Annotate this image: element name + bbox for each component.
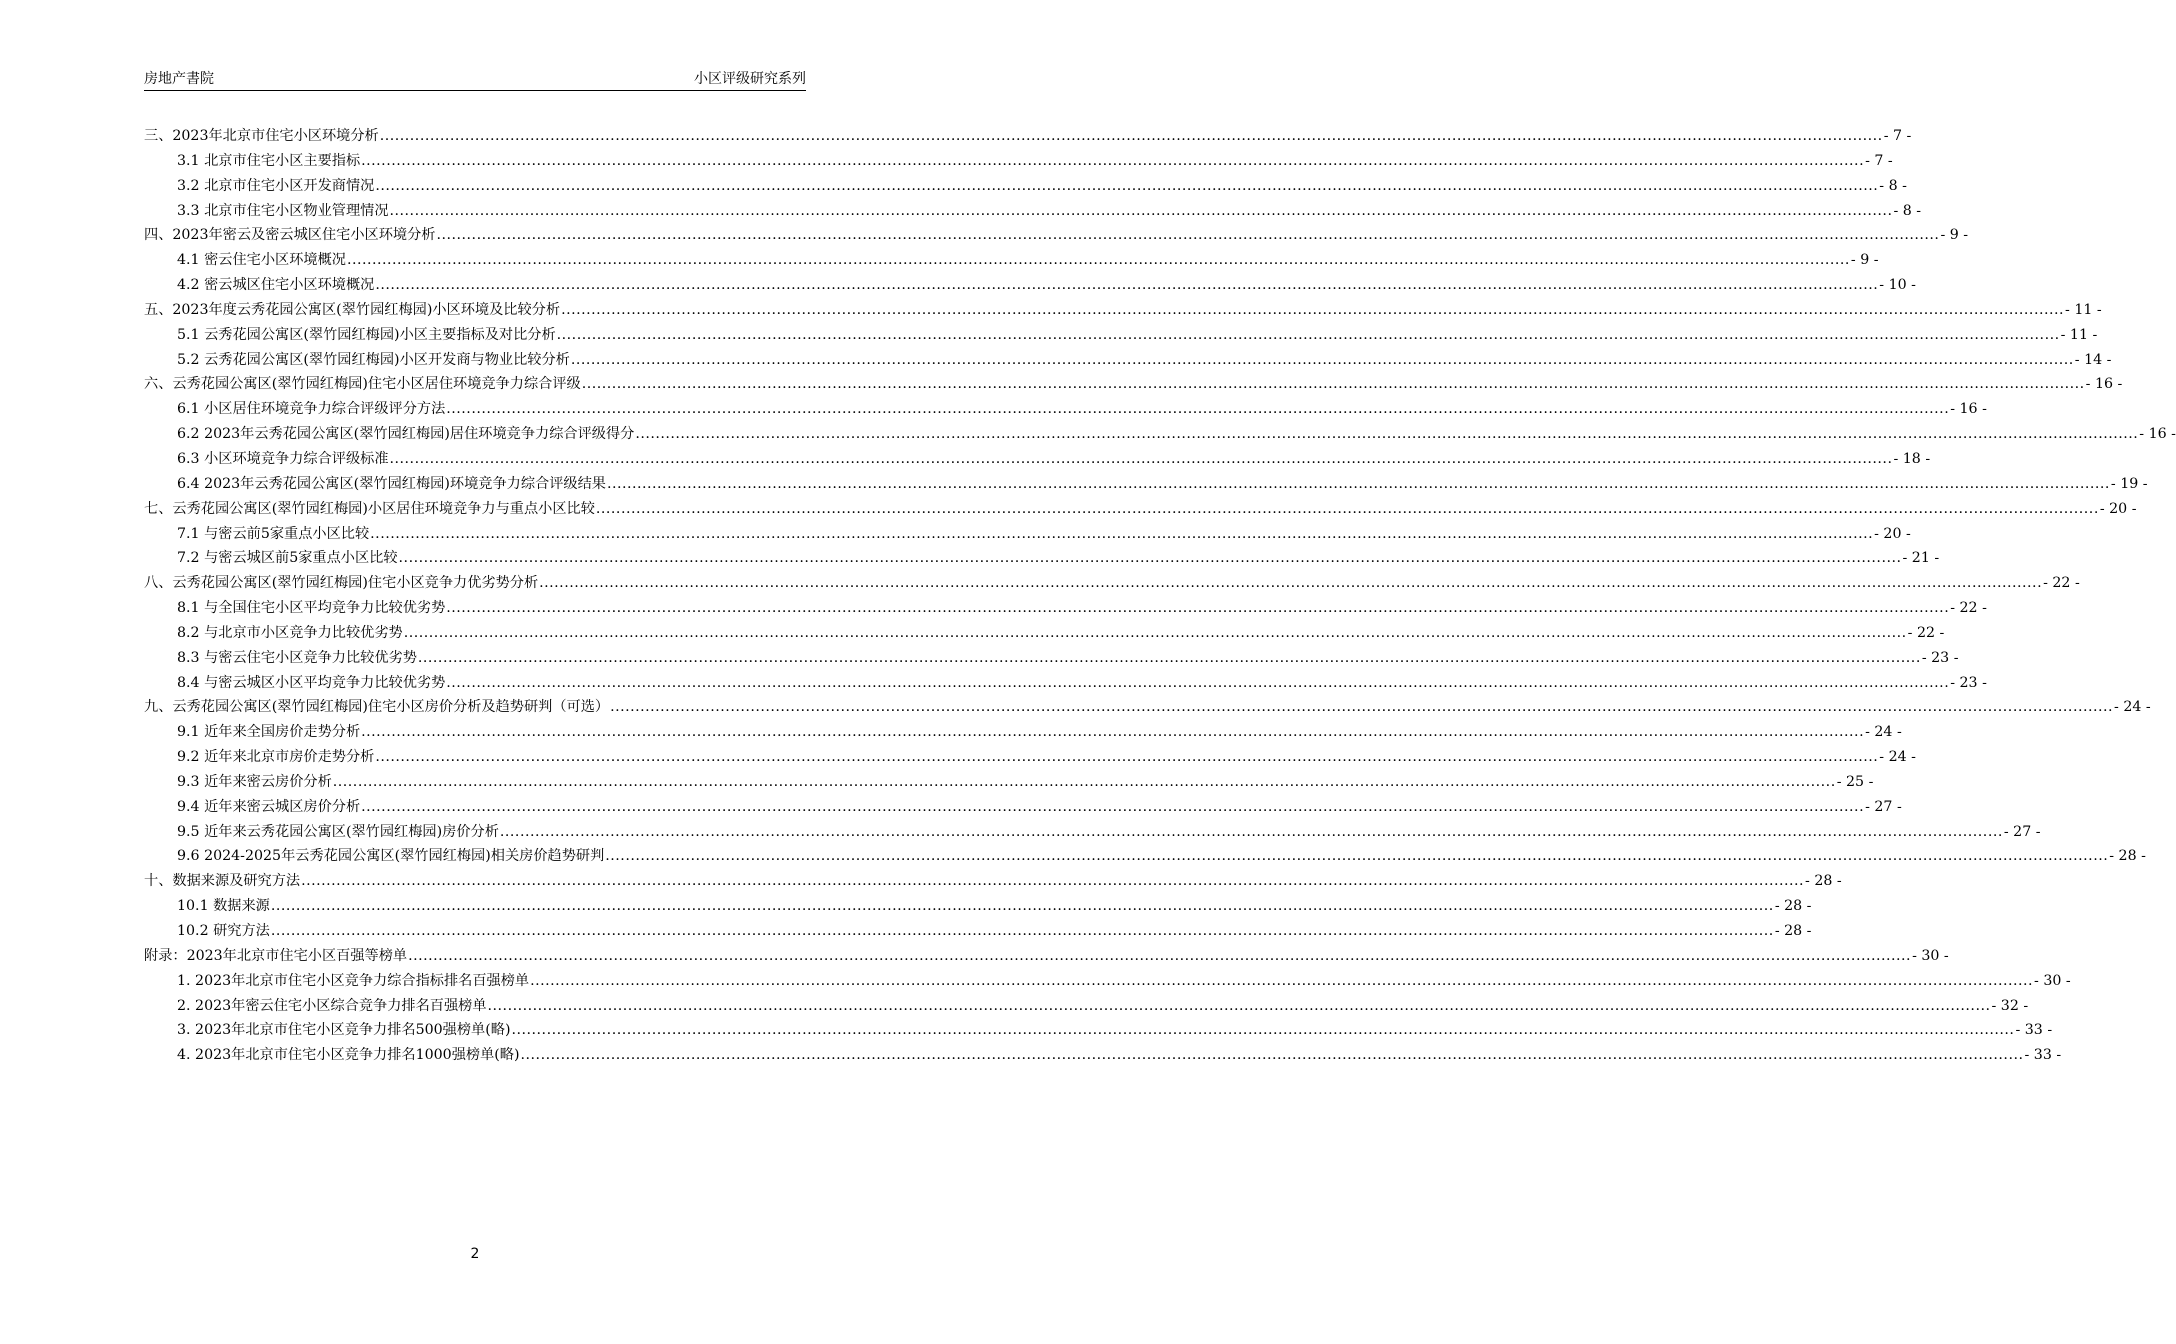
toc-entry-title: 3.3 北京市住宅小区物业管理情况	[177, 202, 389, 219]
toc-leader-dots: ............................................................................................................................................................................................................................................................................................................	[270, 898, 1774, 915]
toc-entry-title: 8.2 与北京市小区竞争力比较优劣势	[177, 624, 403, 641]
toc-leader-dots: ............................................................................................................................................................................................................................................................................................................	[446, 674, 1950, 691]
toc-subsection-entry[interactable]	[144, 596, 1987, 621]
toc-entry-page: - 8 -	[1893, 202, 1922, 219]
toc-entry-page: - 30 -	[1912, 947, 1949, 964]
toc-entry-title: 5.1 云秀花园公寓区(翠竹园红梅园)小区主要指标及对比分析	[177, 326, 556, 343]
toc-entry-title: 4. 2023年北京市住宅小区竞争力排名1000强榜单(略)	[177, 1047, 520, 1064]
toc-entry-page: - 23 -	[1950, 674, 1987, 691]
toc-entry-title: 6.2 2023年云秀花园公寓区(翠竹园红梅园)居住环境竞争力综合评级得分	[177, 426, 635, 443]
toc-subsection-entry[interactable]	[144, 795, 1902, 820]
toc-entry-page: - 19 -	[2110, 475, 2148, 492]
toc-entry-title: 9.6 2024-2025年云秀花园公寓区(翠竹园红梅园)相关房价趋势研判	[177, 848, 605, 865]
toc-leader-dots: ............................................................................................................................................................................................................................................................................................................	[511, 1022, 2015, 1039]
toc-subsection-entry[interactable]	[144, 894, 1812, 919]
toc-subsection-entry[interactable]	[144, 820, 2041, 845]
toc-entry-page: - 28 -	[1774, 923, 1812, 939]
toc-entry-title: 8.3 与密云住宅小区竞争力比较优劣势	[177, 649, 417, 666]
toc-entry-title: 5.2 云秀花园公寓区(翠竹园红梅园)小区开发商与物业比较分析	[177, 351, 570, 368]
toc-entry-page: - 28 -	[2109, 848, 2146, 865]
table-of-contents	[144, 124, 2176, 1068]
toc-entry-title: 六、云秀花园公寓区(翠竹园红梅园)住宅小区居住环境竞争力综合评级	[144, 376, 581, 393]
toc-leader-dots: ............................................................................................................................................................................................................................................................................................................	[375, 749, 1879, 766]
toc-leader-dots: ............................................................................................................................................................................................................................................................................................................	[606, 475, 2110, 492]
toc-subsection-entry[interactable]	[144, 174, 1907, 199]
toc-leader-dots: ............................................................................................................................................................................................................................................................................................................	[581, 376, 2085, 393]
toc-entry-page: - 16 -	[1950, 401, 1987, 418]
toc-leader-dots: ............................................................................................................................................................................................................................................................................................................	[539, 575, 2043, 592]
toc-leader-dots: ............................................................................................................................................................................................................................................................................................................	[361, 152, 1865, 169]
header-publisher: 房地产書院	[144, 71, 214, 87]
toc-subsection-entry[interactable]	[144, 447, 1931, 472]
toc-subsection-entry[interactable]	[144, 770, 1874, 795]
toc-entry-page: - 25 -	[1836, 773, 1874, 790]
toc-entry-title: 3.1 北京市住宅小区主要指标	[177, 152, 361, 169]
toc-entry-title: 4.1 密云住宅小区环境概况	[177, 252, 346, 269]
toc-entry-page: - 9 -	[1850, 252, 1879, 269]
toc-section-entry[interactable]	[144, 695, 2151, 720]
toc-subsection-entry[interactable]	[144, 745, 1916, 770]
toc-leader-dots: ............................................................................................................................................................................................................................................................................................................	[446, 401, 1950, 418]
toc-leader-dots: ............................................................................................................................................................................................................................................................................................................	[570, 351, 2074, 368]
toc-leader-dots: ............................................................................................................................................................................................................................................................................................................	[346, 252, 1850, 269]
toc-leader-dots: ............................................................................................................................................................................................................................................................................................................	[446, 600, 1950, 617]
toc-entry-title: 8.4 与密云城区小区平均竞争力比较优劣势	[177, 674, 446, 691]
toc-subsection-entry[interactable]	[144, 149, 1893, 174]
toc-entry-title: 9.3 近年来密云房价分析	[177, 773, 332, 790]
toc-section-entry[interactable]	[144, 571, 2080, 596]
toc-leader-dots: ............................................................................................................................................................................................................................................................................................................	[417, 649, 1921, 666]
toc-subsection-entry[interactable]	[144, 348, 2112, 373]
toc-entry-title: 四、2023年密云及密云城区住宅小区环境分析	[144, 227, 436, 244]
toc-entry-title: 9.5 近年来云秀花园公寓区(翠竹园红梅园)房价分析	[177, 823, 499, 840]
toc-subsection-entry[interactable]	[144, 199, 1922, 224]
toc-subsection-entry[interactable]	[144, 969, 2071, 994]
toc-leader-dots: ............................................................................................................................................................................................................................................................................................................	[270, 923, 1774, 939]
toc-entry-page: - 14 -	[2074, 351, 2112, 368]
toc-entry-page: - 24 -	[2114, 699, 2151, 716]
toc-section-entry[interactable]	[144, 298, 2102, 323]
toc-entry-title: 6.4 2023年云秀花园公寓区(翠竹园红梅园)环境竞争力综合评级结果	[177, 475, 606, 492]
toc-entry-title: 2. 2023年密云住宅小区综合竞争力排名百强榜单	[177, 997, 487, 1014]
toc-leader-dots: ............................................................................................................................................................................................................................................................................................................	[375, 177, 1879, 194]
toc-subsection-entry[interactable]	[144, 472, 2148, 497]
toc-entry-title: 7.2 与密云城区前5家重点小区比较	[177, 550, 398, 567]
toc-subsection-entry[interactable]	[144, 522, 1911, 547]
toc-entry-page: - 32 -	[1991, 997, 2029, 1014]
toc-entry-page: - 21 -	[1902, 550, 1940, 567]
toc-entry-title: 10.1 数据来源	[177, 898, 270, 915]
toc-subsection-entry[interactable]	[144, 546, 1940, 571]
toc-entry-title: 4.2 密云城区住宅小区环境概况	[177, 277, 375, 294]
toc-entry-title: 七、云秀花园公寓区(翠竹园红梅园)小区居住环境竞争力与重点小区比较	[144, 500, 595, 517]
toc-leader-dots: ............................................................................................................................................................................................................................................................................................................	[301, 873, 1805, 890]
toc-entry-title: 三、2023年北京市住宅小区环境分析	[144, 128, 379, 144]
toc-entry-title: 10.2 研究方法	[177, 923, 270, 939]
toc-subsection-entry[interactable]	[144, 720, 1902, 745]
toc-entry-title: 3. 2023年北京市住宅小区竞争力排名500强榜单(略)	[177, 1022, 511, 1039]
toc-subsection-entry[interactable]	[144, 422, 2176, 447]
page-number: 2	[470, 1246, 480, 1262]
toc-entry-title: 8.1 与全国住宅小区平均竞争力比较优劣势	[177, 600, 446, 617]
toc-subsection-entry[interactable]	[144, 844, 2146, 869]
toc-leader-dots: ............................................................................................................................................................................................................................................................................................................	[375, 277, 1879, 294]
toc-entry-page: - 24 -	[1865, 724, 1902, 741]
toc-section-entry[interactable]	[144, 223, 1969, 248]
toc-leader-dots: ............................................................................................................................................................................................................................................................................................................	[556, 326, 2060, 343]
toc-entry-page: - 33 -	[2015, 1022, 2053, 1039]
toc-section-entry[interactable]	[144, 124, 1912, 149]
toc-leader-dots: ............................................................................................................................................................................................................................................................................................................	[487, 997, 1991, 1014]
toc-leader-dots: ............................................................................................................................................................................................................................................................................................................	[361, 798, 1865, 815]
toc-entry-title: 7.1 与密云前5家重点小区比较	[177, 525, 370, 542]
toc-entry-page: - 22 -	[1907, 624, 1945, 641]
toc-subsection-entry[interactable]	[144, 1043, 2062, 1068]
toc-entry-page: - 30 -	[2034, 972, 2071, 989]
toc-leader-dots: ............................................................................................................................................................................................................................................................................................................	[520, 1047, 2024, 1064]
toc-leader-dots: ............................................................................................................................................................................................................................................................................................................	[389, 450, 1893, 467]
toc-entry-page: - 27 -	[2003, 823, 2041, 840]
toc-subsection-entry[interactable]	[144, 273, 1916, 298]
toc-leader-dots: ............................................................................................................................................................................................................................................................................................................	[361, 724, 1865, 741]
toc-subsection-entry[interactable]	[144, 621, 1945, 646]
toc-entry-page: - 20 -	[1874, 525, 1911, 542]
toc-entry-title: 9.4 近年来密云城区房价分析	[177, 798, 361, 815]
toc-subsection-entry[interactable]	[144, 994, 2029, 1019]
toc-leader-dots: ............................................................................................................................................................................................................................................................................................................	[398, 550, 1902, 567]
toc-entry-page: - 33 -	[2024, 1047, 2062, 1064]
toc-entry-page: - 7 -	[1865, 152, 1893, 169]
toc-subsection-entry[interactable]	[144, 323, 2098, 348]
toc-leader-dots: ............................................................................................................................................................................................................................................................................................................	[403, 624, 1907, 641]
toc-section-entry[interactable]	[144, 944, 1949, 969]
toc-section-entry[interactable]	[144, 869, 1842, 894]
toc-entry-page: - 10 -	[1879, 277, 1916, 294]
toc-subsection-entry[interactable]	[144, 397, 1987, 422]
toc-entry-page: - 28 -	[1774, 898, 1812, 915]
toc-leader-dots: ............................................................................................................................................................................................................................................................................................................	[379, 128, 1883, 144]
toc-entry-page: - 23 -	[1921, 649, 1959, 666]
toc-section-entry[interactable]	[144, 497, 2137, 522]
toc-entry-page: - 16 -	[2085, 376, 2123, 393]
toc-entry-title: 9.2 近年来北京市房价走势分析	[177, 749, 375, 766]
toc-entry-page: - 8 -	[1879, 177, 1907, 194]
toc-entry-page: - 28 -	[1805, 873, 1842, 890]
toc-entry-page: - 9 -	[1940, 227, 1969, 244]
toc-entry-page: - 11 -	[2065, 301, 2102, 318]
toc-leader-dots: ............................................................................................................................................................................................................................................................................................................	[408, 947, 1912, 964]
page-header	[144, 66, 806, 91]
toc-entry-title: 6.3 小区环境竞争力综合评级标准	[177, 450, 389, 467]
toc-entry-page: - 24 -	[1879, 749, 1916, 766]
toc-subsection-entry[interactable]	[144, 646, 1959, 671]
toc-leader-dots: ............................................................................................................................................................................................................................................................................................................	[499, 823, 2003, 840]
toc-leader-dots: ............................................................................................................................................................................................................................................................................................................	[530, 972, 2034, 989]
toc-leader-dots: ............................................................................................................................................................................................................................................................................................................	[610, 699, 2114, 716]
toc-leader-dots: ............................................................................................................................................................................................................................................................................................................	[635, 426, 2139, 443]
toc-entry-title: 6.1 小区居住环境竞争力综合评级评分方法	[177, 401, 446, 418]
toc-entry-page: - 27 -	[1865, 798, 1902, 815]
toc-entry-page: - 16 -	[2139, 426, 2176, 443]
toc-leader-dots: ............................................................................................................................................................................................................................................................................................................	[332, 773, 1836, 790]
toc-entry-title: 9.1 近年来全国房价走势分析	[177, 724, 361, 741]
toc-entry-page: - 20 -	[2099, 500, 2137, 517]
toc-entry-title: 十、数据来源及研究方法	[144, 873, 301, 890]
toc-leader-dots: ............................................................................................................................................................................................................................................................................................................	[436, 227, 1940, 244]
toc-entry-title: 3.2 北京市住宅小区开发商情况	[177, 177, 375, 194]
toc-leader-dots: ............................................................................................................................................................................................................................................................................................................	[370, 525, 1874, 542]
toc-entry-page: - 22 -	[2043, 575, 2080, 592]
toc-leader-dots: ............................................................................................................................................................................................................................................................................................................	[561, 301, 2065, 318]
toc-subsection-entry[interactable]	[144, 1018, 2053, 1043]
toc-entry-title: 附录：2023年北京市住宅小区百强等榜单	[144, 947, 408, 964]
toc-leader-dots: ............................................................................................................................................................................................................................................................................................................	[595, 500, 2099, 517]
toc-entry-page: - 7 -	[1883, 128, 1912, 144]
toc-subsection-entry[interactable]	[144, 919, 1812, 944]
header-series-title: 小区评级研究系列	[694, 71, 806, 87]
toc-entry-title: 八、云秀花园公寓区(翠竹园红梅园)住宅小区竞争力优劣势分析	[144, 575, 539, 592]
toc-leader-dots: ............................................................................................................................................................................................................................................................................................................	[605, 848, 2109, 865]
toc-entry-page: - 11 -	[2060, 326, 2098, 343]
toc-entry-title: 五、2023年度云秀花园公寓区(翠竹园红梅园)小区环境及比较分析	[144, 301, 561, 318]
toc-entry-page: - 18 -	[1893, 450, 1931, 467]
toc-section-entry[interactable]	[144, 372, 2123, 397]
toc-subsection-entry[interactable]	[144, 671, 1987, 696]
toc-leader-dots: ............................................................................................................................................................................................................................................................................................................	[389, 202, 1893, 219]
toc-entry-page: - 22 -	[1950, 600, 1987, 617]
toc-subsection-entry[interactable]	[144, 248, 1879, 273]
toc-entry-title: 九、云秀花园公寓区(翠竹园红梅园)住宅小区房价分析及趋势研判（可选）	[144, 699, 610, 716]
toc-entry-title: 1. 2023年北京市住宅小区竞争力综合指标排名百强榜单	[177, 972, 530, 989]
